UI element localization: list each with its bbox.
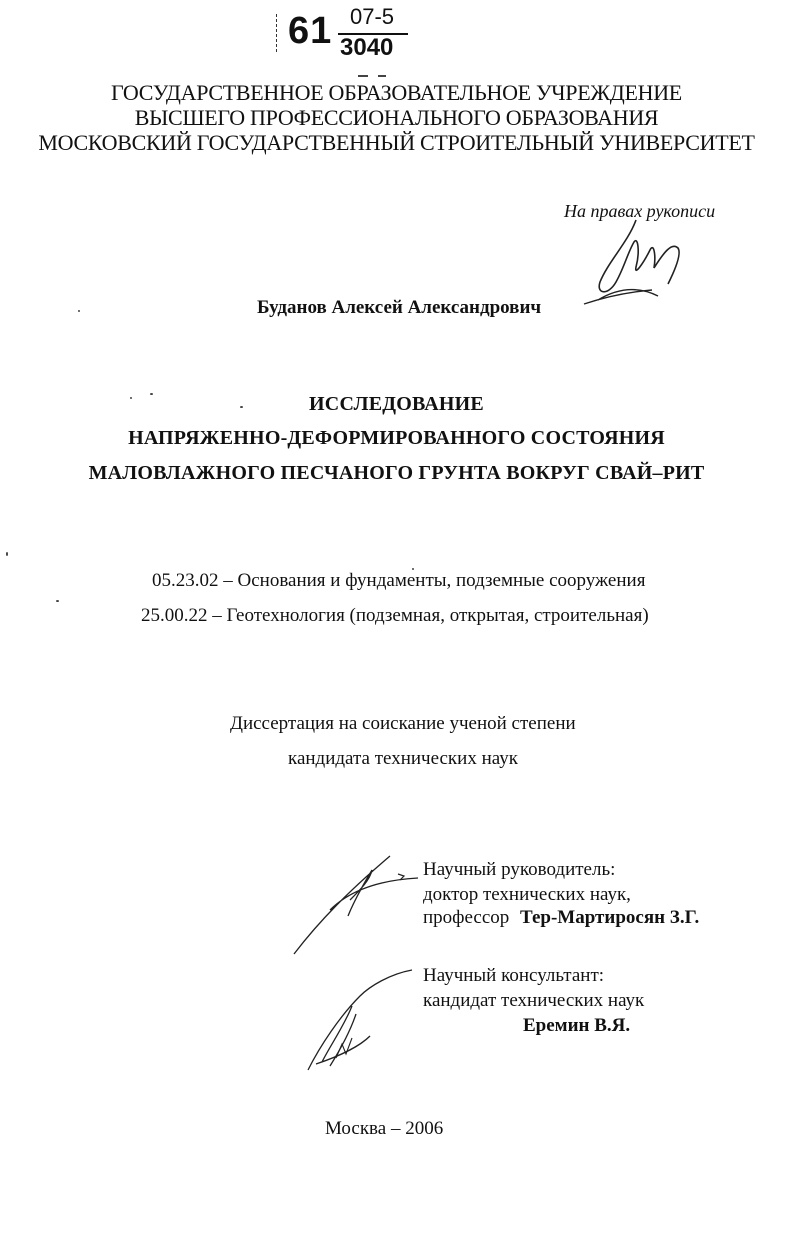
institution-line-3: МОСКОВСКИЙ ГОСУДАРСТВЕННЫЙ СТРОИТЕЛЬНЫЙ УНИВЕРСИТЕТ (38, 130, 755, 155)
scan-speck (150, 393, 153, 395)
stamp-fraction-top: 07-5 (350, 4, 395, 29)
scan-speck (6, 552, 8, 556)
scan-speck (412, 568, 414, 570)
scan-speck (78, 310, 80, 312)
institution-line-2: ВЫСШЕГО ПРОФЕССИОНАЛЬНОГО ОБРАЗОВАНИЯ (134, 105, 659, 130)
dissertation-line-1: Диссертация на соискание ученой степени (230, 713, 576, 734)
supervisor-position: профессор (423, 907, 510, 928)
supervisor-degree: доктор технических наук, (423, 884, 631, 905)
consultant-signature-icon (300, 966, 420, 1076)
scan-speck (240, 406, 243, 408)
supervisor-name: Тер-Мартиросян З.Г. (520, 907, 700, 928)
institution-line-1: ГОСУДАРСТВЕННОЕ ОБРАЗОВАТЕЛЬНОЕ УЧРЕЖДЕНИЕ (111, 80, 682, 105)
supervisor-signature-icon (290, 850, 425, 960)
title-line-3: МАЛОВЛАЖНОГО ПЕСЧАНОГО ГРУНТА ВОКРУГ СВАЙ–РИТ (88, 462, 705, 484)
stamp-dashed-bar (276, 14, 278, 52)
dissertation-line-2: кандидата технических наук (288, 748, 518, 769)
scan-speck (56, 600, 59, 602)
author-name: Буданов Алексей Александрович (257, 297, 542, 318)
specialty-2: 25.00.22 – Геотехнология (подземная, открытая, строительная) (141, 605, 649, 626)
city-year: Москва – 2006 (325, 1118, 444, 1139)
scan-speck (358, 75, 368, 77)
supervisor-position-line (423, 905, 699, 931)
scan-speck (378, 75, 386, 77)
stamp-fraction-bottom: 3040 (340, 34, 394, 61)
specialty-1: 05.23.02 – Основания и фундаменты, подземные сооружения (152, 570, 646, 591)
consultant-name: Еремин В.Я. (523, 1015, 631, 1036)
manuscript-note: На правах рукописи (564, 201, 716, 221)
title-line-1: ИССЛЕДОВАНИЕ (309, 393, 484, 415)
title-line-2: НАПРЯЖЕННО-ДЕФОРМИРОВАННОГО СОСТОЯНИЯ (128, 427, 665, 449)
consultant-degree: кандидат технических наук (423, 990, 645, 1011)
supervisor-role: Научный руководитель: (423, 859, 616, 880)
author-signature-icon (578, 212, 698, 312)
scan-speck (130, 397, 132, 399)
consultant-role: Научный консультант: (423, 965, 605, 986)
stamp-number: 61 (288, 10, 333, 52)
